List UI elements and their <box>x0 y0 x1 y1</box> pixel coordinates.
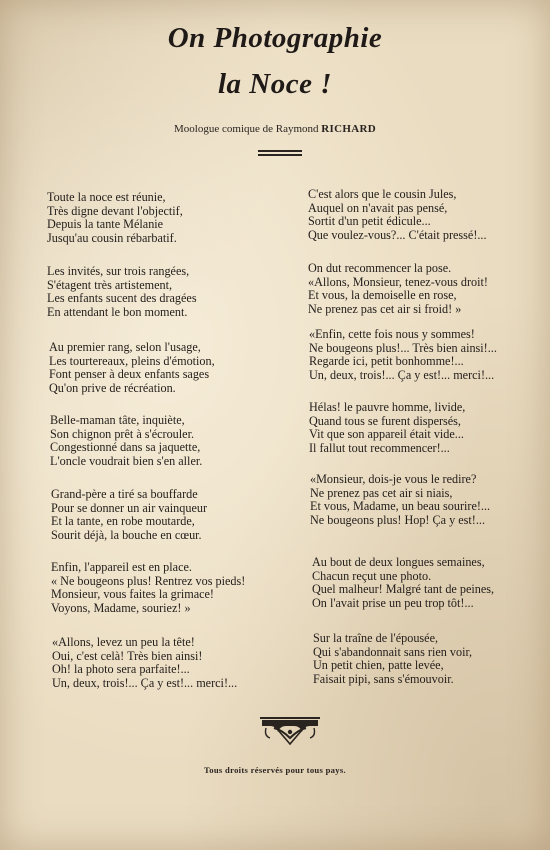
author-name: RICHARD <box>321 123 376 135</box>
verse-line: Et vous, Madame, un beau sourire!... <box>310 499 491 514</box>
verse-line: Et la tante, en robe moutarde, <box>51 514 195 529</box>
fleuron-ornament-icon <box>258 716 322 746</box>
verse-line: Grand-père a tiré sa bouffarde <box>51 487 198 501</box>
verse-line: Enfin, l'appareil est en place. <box>51 560 192 574</box>
stanza-left-3 <box>49 341 215 395</box>
verse-line: Au premier rang, selon l'usage, <box>49 340 201 354</box>
verse-line: «Monsieur, dois-je vous le redire? <box>310 472 477 486</box>
stanza-left-2 <box>47 265 197 319</box>
verse-line: Font penser à deux enfants sages <box>49 367 210 382</box>
verse-line: L'oncle voudrait bien s'en aller. <box>50 453 203 468</box>
verse-line: Oui, c'est celà! Très bien ainsi! <box>52 648 203 663</box>
verse-line: Jusqu'au cousin rébarbatif. <box>47 230 177 245</box>
verse-line: Regarde ici, petit bonhomme!... <box>309 354 464 369</box>
verse-line: Qu'on prive de récréation. <box>49 380 176 395</box>
title-line-2: la Noce ! <box>217 68 333 100</box>
verse-line: Sourit déjà, la bouche en cœur. <box>51 527 202 542</box>
title-divider <box>258 150 302 156</box>
verse-line: Il fallut tout recommencer!... <box>309 440 450 455</box>
verse-line: Son chignon prêt à s'écrouler. <box>50 426 195 441</box>
subtitle <box>0 123 550 135</box>
verse-line: «Allons, Monsieur, tenez-vous droit! <box>308 274 488 289</box>
stanza-right-6 <box>312 556 494 610</box>
verse-line: « Ne bougeons plus! Rentrez vos pieds! <box>51 573 246 588</box>
verse-line: Un, deux, trois!... Ça y est!... merci!... <box>309 367 495 382</box>
verse-line: Les invités, sur trois rangées, <box>47 264 190 278</box>
verse-line: «Enfin, cette fois nous y sommes! <box>309 327 475 341</box>
stanza-left-7 <box>52 636 237 690</box>
verse-line: Un petit chien, patte levée, <box>313 658 444 673</box>
verse-line: Ne prenez pas cet air si froid! » <box>308 301 462 316</box>
stanza-left-6 <box>51 561 245 615</box>
verse-line: Depuis la tante Mélanie <box>47 217 164 232</box>
verse-line: Que voulez-vous?... C'était pressé!... <box>308 227 487 242</box>
verse-line: Très digne devant l'objectif, <box>47 203 183 218</box>
verse-line: Pour se donner un air vainqueur <box>51 500 208 515</box>
stanza-right-5 <box>310 473 490 527</box>
title-line-1: On Photographie <box>167 22 383 54</box>
stanza-right-4 <box>309 401 465 455</box>
verse-line: Sur la traîne de l'épousée, <box>313 631 439 645</box>
stanza-left-5 <box>51 488 207 542</box>
verse-line: Auquel on n'avait pas pensé, <box>308 200 448 215</box>
verse-line: Ne bougeons plus!... Très bien ainsi!... <box>309 340 497 355</box>
verse-line: Congestionné dans sa jaquette, <box>50 440 201 455</box>
verse-line: Qui s'abandonnait sans rien voir, <box>313 644 473 659</box>
verse-line: «Allons, levez un peu la tête! <box>52 635 195 649</box>
verse-line: S'étagent très artistement, <box>47 277 173 292</box>
verse-line: Un, deux, trois!... Ça y est!... merci!... <box>52 675 238 690</box>
verse-line: Toute la noce est réunie, <box>47 190 166 204</box>
verse-line: On l'avait prise un peu trop tôt!... <box>312 595 474 610</box>
verse-line: Voyons, Madame, souriez! » <box>51 600 191 615</box>
stanza-right-2 <box>308 262 488 316</box>
verse-line: Monsieur, vous faites la grimace! <box>51 587 214 602</box>
verse-line: Ne bougeons plus! Hop! Ça y est!... <box>310 512 485 527</box>
stanza-right-7 <box>313 632 472 686</box>
stanza-left-4 <box>50 414 202 468</box>
verse-line: C'est alors que le cousin Jules, <box>308 187 457 201</box>
copyright-footer: Tous droits réservés pour tous pays. <box>204 765 346 775</box>
verse-line: Oh! la photo sera parfaite!... <box>52 662 190 677</box>
stanza-right-3 <box>309 328 497 382</box>
stanza-right-1 <box>308 188 487 242</box>
verse-line: Quand tous se furent dispersés, <box>309 413 461 428</box>
verse-line: Au bout de deux longues semaines, <box>312 555 485 569</box>
verse-line: Et vous, la demoiselle en rose, <box>308 288 457 303</box>
verse-line: Les tourtereaux, pleins d'émotion, <box>49 353 215 368</box>
verse-line: Belle-maman tâte, inquiète, <box>50 413 185 427</box>
verse-line: Faisait pipi, sans s'émouvoir. <box>313 671 454 686</box>
verse-line: Ne prenez pas cet air si niais, <box>310 485 453 500</box>
verse-line: Vit que son appareil était vide... <box>309 427 464 442</box>
verse-line: Quel malheur! Malgré tant de peines, <box>312 582 495 597</box>
subtitle-prefix: Moologue comique de Raymond <box>174 123 322 135</box>
stanza-left-1 <box>47 191 183 245</box>
verse-line: Chacun reçut une photo. <box>312 568 432 583</box>
verse-line: Hélas! le pauvre homme, livide, <box>309 400 466 414</box>
verse-line: On dut recommencer la pose. <box>308 261 452 275</box>
verse-line: Sortit d'un petit édicule... <box>308 214 431 229</box>
verse-line: Les enfants sucent des dragées <box>47 291 197 306</box>
verse-line: En attendant le bon moment. <box>47 304 188 319</box>
